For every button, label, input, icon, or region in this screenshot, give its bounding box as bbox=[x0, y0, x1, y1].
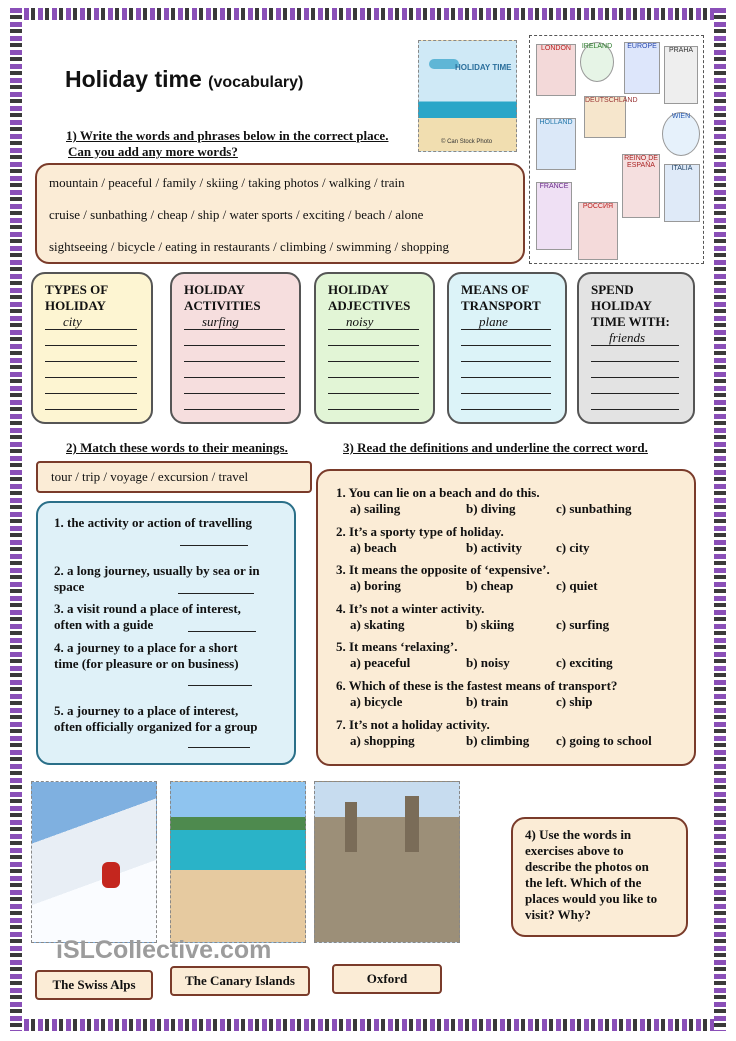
stamp: REINO DE ESPAÑA bbox=[622, 154, 660, 218]
answer-option[interactable]: b) cheap bbox=[466, 578, 514, 594]
answer-line bbox=[184, 361, 285, 362]
answer-option[interactable]: b) climbing bbox=[466, 732, 530, 748]
definition-question: 6. Which of these is the fastest means of transport? bbox=[336, 678, 618, 693]
answer-option[interactable]: a) skating bbox=[350, 616, 405, 632]
category-heading bbox=[45, 282, 108, 314]
answer-line bbox=[328, 377, 419, 378]
page-title bbox=[65, 66, 303, 93]
stamp: EUROPE bbox=[624, 42, 660, 94]
decorative-border-bottom bbox=[10, 1019, 726, 1031]
answer-line bbox=[188, 685, 252, 686]
category-box-spend-holiday-time-with bbox=[577, 272, 695, 424]
ex4-line: the left. Which of the bbox=[525, 875, 642, 890]
answer-line bbox=[184, 409, 285, 410]
answer-line bbox=[591, 361, 679, 362]
match-word-bank bbox=[36, 461, 312, 493]
answer-line bbox=[461, 377, 551, 378]
answer-line bbox=[461, 345, 551, 346]
definition-question: 3. It means the opposite of ‘expensive’. bbox=[336, 562, 550, 578]
meaning-item-cont: space bbox=[54, 579, 85, 594]
ex4-line: exercises above to bbox=[525, 843, 624, 858]
word-bank-row: cruise / sunbathing / cheap / ship / water sports / exciting / beach / alone bbox=[49, 207, 424, 222]
answer-line bbox=[184, 377, 285, 378]
category-box-holiday-adjectives bbox=[314, 272, 435, 424]
answer-line bbox=[461, 393, 551, 394]
answer-option[interactable]: c) ship bbox=[556, 694, 593, 709]
answer-option[interactable]: b) train bbox=[466, 694, 509, 709]
answer-line bbox=[461, 361, 551, 362]
photo-label: HOLIDAY TIME bbox=[455, 63, 512, 72]
answer-line bbox=[328, 409, 419, 410]
ex4-line: visit? Why? bbox=[525, 907, 591, 922]
answer-option[interactable]: b) noisy bbox=[466, 655, 510, 671]
category-example: friends bbox=[609, 330, 646, 345]
photo-oxford bbox=[314, 781, 460, 943]
answer-line bbox=[45, 409, 137, 410]
ex4-line: 4) Use the words in bbox=[525, 827, 632, 842]
answer-line bbox=[188, 747, 250, 748]
stamp: WIEN bbox=[662, 112, 700, 156]
answer-option[interactable]: a) peaceful bbox=[350, 655, 411, 671]
meaning-item: 3. a visit round a place of interest, bbox=[54, 601, 241, 616]
caption-canary-islands: The Canary Islands bbox=[170, 966, 310, 996]
tower-shape bbox=[405, 796, 419, 852]
title-main: Holiday time bbox=[65, 66, 202, 92]
category-heading bbox=[461, 282, 541, 314]
word-bank-row: mountain / peaceful / family / skiing / taking photos / walking / train bbox=[49, 175, 405, 190]
match-word-bank-text: tour / trip / voyage / excursion / travel bbox=[51, 469, 249, 484]
category-heading bbox=[184, 282, 261, 314]
category-heading bbox=[591, 282, 670, 330]
category-heading bbox=[328, 282, 410, 314]
meaning-item: 5. a journey to a place of interest, bbox=[54, 703, 239, 718]
category-box-means-of-transport bbox=[447, 272, 567, 424]
answer-line bbox=[178, 593, 254, 594]
decorative-border-left bbox=[10, 8, 22, 1031]
answer-line bbox=[328, 361, 419, 362]
answer-line bbox=[45, 393, 137, 394]
ex4-box bbox=[511, 817, 688, 937]
category-heading-line: HOLIDAY bbox=[328, 282, 389, 297]
answer-option[interactable]: c) surfing bbox=[556, 616, 610, 632]
category-heading-line: TIME WITH: bbox=[591, 314, 670, 329]
answer-line bbox=[591, 393, 679, 394]
stamp: PRAHA bbox=[664, 46, 698, 104]
title-suffix: (vocabulary) bbox=[208, 74, 304, 91]
answer-line bbox=[591, 377, 679, 378]
answer-line bbox=[328, 345, 419, 346]
answer-line bbox=[461, 409, 551, 410]
answer-line bbox=[328, 329, 419, 330]
category-heading-line: HOLIDAY bbox=[184, 282, 245, 297]
answer-line bbox=[45, 329, 137, 330]
category-heading-line: TRANSPORT bbox=[461, 298, 541, 313]
category-box-holiday-activities bbox=[170, 272, 301, 424]
definition-question: 2. It’s a sporty type of holiday. bbox=[336, 523, 504, 539]
ex1-instruction-line1: 1) Write the words and phrases below in the correct place. bbox=[66, 128, 389, 143]
definition-question: 7. It’s not a holiday activity. bbox=[336, 716, 490, 732]
answer-option[interactable]: c) city bbox=[556, 539, 590, 555]
category-heading-line: HOLIDAY bbox=[591, 298, 652, 313]
answer-line bbox=[184, 329, 285, 330]
photo-swiss-alps bbox=[31, 781, 157, 943]
category-heading-line: MEANS OF bbox=[461, 282, 530, 297]
decorative-border-top bbox=[10, 8, 726, 20]
caption-swiss-alps: The Swiss Alps bbox=[35, 970, 153, 1000]
answer-option[interactable]: c) going to school bbox=[556, 732, 652, 748]
meaning-item-cont: often with a guide bbox=[54, 617, 154, 632]
category-box-types-of-holiday bbox=[31, 272, 153, 424]
answer-option[interactable]: a) boring bbox=[350, 578, 401, 594]
definition-question: 5. It means ‘relaxing’. bbox=[336, 639, 458, 655]
answer-line bbox=[461, 329, 551, 330]
meanings-box bbox=[36, 501, 296, 765]
watermark: iSLCollective.com bbox=[56, 936, 272, 964]
meaning-item: 2. a long journey, usually by sea or in bbox=[54, 563, 260, 578]
answer-option[interactable]: a) beach bbox=[350, 539, 397, 555]
answer-option[interactable]: b) skiing bbox=[466, 616, 515, 632]
answer-option[interactable]: b) diving bbox=[466, 501, 516, 516]
photo-canary-islands bbox=[170, 781, 306, 943]
answer-line bbox=[45, 345, 137, 346]
answer-line bbox=[591, 409, 679, 410]
stamp: ITALIA bbox=[664, 164, 700, 222]
photo-copyright: © Can Stock Photo bbox=[441, 139, 493, 145]
word-bank-row: sightseeing / bicycle / eating in restaurants / climbing / swimming / shopping bbox=[49, 239, 450, 254]
tower-shape bbox=[345, 802, 357, 852]
decorative-border-right bbox=[714, 8, 726, 1031]
category-example: surfing bbox=[202, 314, 239, 329]
category-heading-line: ACTIVITIES bbox=[184, 298, 261, 313]
stamp: HOLLAND bbox=[536, 118, 576, 170]
answer-line bbox=[591, 345, 679, 346]
category-heading-line: TYPES OF bbox=[45, 282, 109, 297]
answer-line bbox=[328, 393, 419, 394]
ex1-instruction-line2: Can you add any more words? bbox=[68, 144, 238, 159]
definition-question: 4. It’s not a winter activity. bbox=[336, 600, 485, 616]
meaning-item: 4. a journey to a place for a short bbox=[54, 640, 238, 655]
stamp: IRELAND bbox=[580, 42, 614, 82]
meaning-item-cont: time (for pleasure or on business) bbox=[54, 656, 239, 671]
stamp: FRANCE bbox=[536, 182, 572, 250]
answer-line bbox=[45, 377, 137, 378]
category-example: noisy bbox=[346, 314, 374, 329]
answer-option[interactable]: a) shopping bbox=[350, 732, 415, 748]
skier-figure bbox=[102, 862, 120, 888]
answer-option[interactable]: b) activity bbox=[466, 539, 522, 555]
answer-option[interactable]: c) quiet bbox=[556, 578, 598, 594]
answer-line bbox=[45, 361, 137, 362]
answer-option[interactable]: a) bicycle bbox=[350, 694, 403, 709]
answer-line bbox=[188, 631, 256, 632]
stamp: DEUTSCHLAND bbox=[584, 96, 626, 138]
meaning-item-cont: often officially organized for a group bbox=[54, 719, 258, 734]
category-example: city bbox=[63, 314, 82, 329]
stamp: РОССИЯ bbox=[578, 202, 618, 260]
ex3-heading: 3) Read the definitions and underline the correct word. bbox=[343, 440, 648, 455]
category-example: plane bbox=[479, 314, 508, 329]
answer-line bbox=[184, 345, 285, 346]
answer-option[interactable]: a) sailing bbox=[350, 501, 401, 516]
meaning-item: 1. the activity or action of travelling bbox=[54, 515, 252, 530]
category-heading-line: SPEND bbox=[591, 282, 634, 297]
ex4-text bbox=[525, 827, 657, 923]
stamps-collage bbox=[529, 35, 704, 264]
answer-line bbox=[180, 545, 248, 546]
ex4-line: describe the photos on bbox=[525, 859, 649, 874]
ex4-line: places would you like to bbox=[525, 891, 658, 906]
caption-oxford: Oxford bbox=[332, 964, 442, 994]
definitions-box bbox=[316, 469, 696, 766]
answer-line bbox=[184, 393, 285, 394]
answer-option[interactable]: c) sunbathing bbox=[556, 501, 632, 516]
ex2-heading: 2) Match these words to their meanings. bbox=[66, 440, 288, 455]
answer-option[interactable]: c) exciting bbox=[556, 655, 613, 671]
holiday-time-photo bbox=[418, 40, 517, 152]
category-heading-line: ADJECTIVES bbox=[328, 298, 411, 313]
category-heading-line: HOLIDAY bbox=[45, 298, 106, 313]
word-bank bbox=[35, 163, 525, 264]
stamp: LONDON bbox=[536, 44, 576, 96]
definition-question: 1. You can lie on a beach and do this. bbox=[336, 485, 540, 500]
